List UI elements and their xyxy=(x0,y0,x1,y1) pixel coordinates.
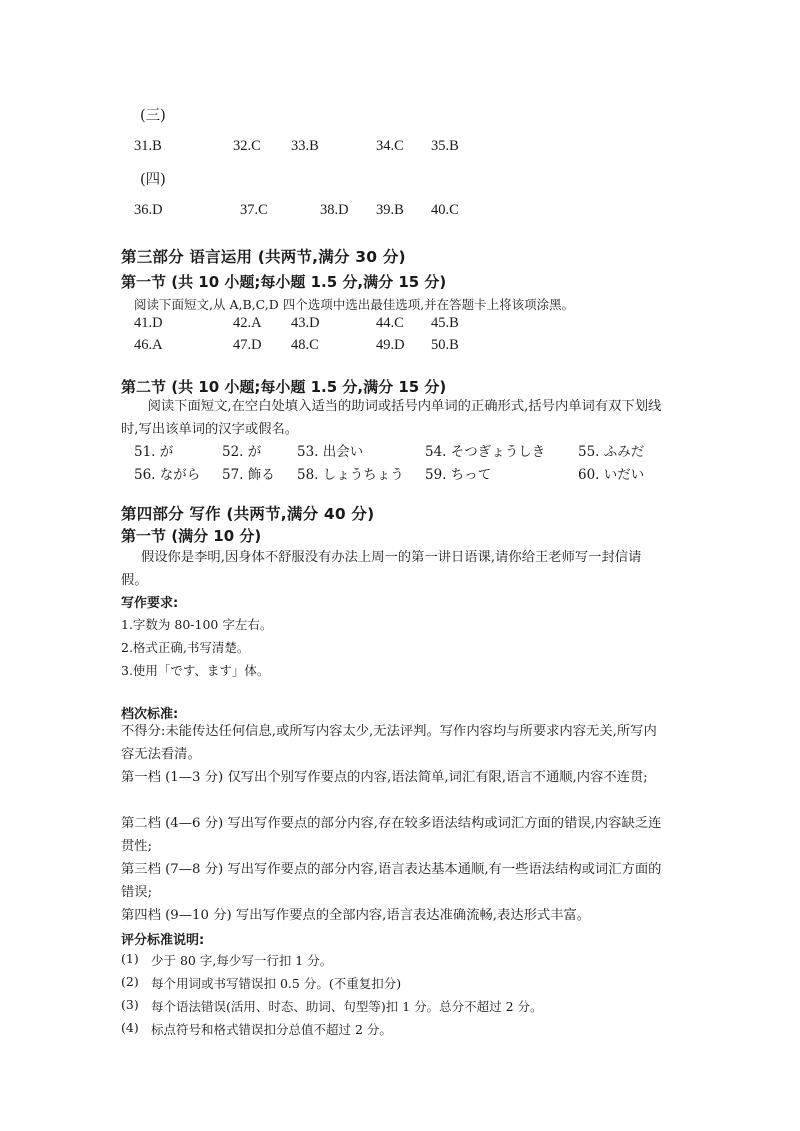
answer-60: 60. いだい xyxy=(578,467,645,483)
answer-45: 45.B xyxy=(431,315,459,331)
answer-34: 34.C xyxy=(376,138,404,154)
part3-section1-heading: 第一节 (共 10 小题;每小题 1.5 分,满分 15 分) xyxy=(121,273,447,291)
requirement-2: 2.格式正确,书写清楚。 xyxy=(121,640,250,655)
answer-46: 46.A xyxy=(134,337,163,353)
answer-40: 40.C xyxy=(431,202,459,218)
answer-56: 56. ながら xyxy=(134,467,201,483)
answer-32: 32.C xyxy=(233,138,261,154)
grading-level-2: 第二档 (4—6 分) 写出写作要点的部分内容,存在较多语法结构或词汇方面的错误,内容缺乏连贯性; xyxy=(121,816,662,854)
note-4-num: (4) xyxy=(121,1020,139,1035)
answer-54: 54. そつぎょうしき xyxy=(425,444,546,460)
answer-58: 58. しょうちょう xyxy=(297,467,404,483)
answer-48: 48.C xyxy=(291,337,319,353)
grading-level-3: 第三档 (7—8 分) 写出写作要点的部分内容,语言表达基本通顺,有一些语法结构或词汇方面的错误; xyxy=(121,862,662,900)
grading-level-1: 第一档 (1—3 分) 仅写出个别写作要点的内容,语法简单,词汇有限,语言不通顺,内容不连贯; xyxy=(121,770,648,785)
notes-title: 评分标准说明: xyxy=(121,933,205,948)
answer-49: 49.D xyxy=(376,337,405,353)
answer-57: 57. 飾る xyxy=(222,467,275,483)
answer-44: 44.C xyxy=(376,315,404,331)
note-3-text: 每个语法错误(活用、时态、助词、句型等)扣 1 分。总分不超过 2 分。 xyxy=(151,999,543,1014)
requirements-title: 写作要求: xyxy=(121,596,179,611)
writing-prompt: 假设你是李明,因身体不舒服没有办法上周一的第一讲日语课,请你给王老师写一封信请假。 xyxy=(121,550,642,588)
answer-31: 31.B xyxy=(134,138,162,154)
answer-59: 59. ちって xyxy=(425,467,492,483)
grading-level-4: 第四档 (9—10 分) 写出写作要点的全部内容,语言表达准确流畅,表达形式丰富。 xyxy=(121,908,591,923)
answer-39: 39.B xyxy=(376,202,404,218)
section-label-4: (四) xyxy=(140,172,166,188)
requirement-3: 3.使用「です、ます」体。 xyxy=(121,663,270,678)
note-2-num: (2) xyxy=(121,974,139,989)
answer-47: 47.D xyxy=(233,337,262,353)
part4-heading: 第四部分 写作 (共两节,满分 40 分) xyxy=(121,505,375,523)
answer-36: 36.D xyxy=(134,202,163,218)
part4-section1-heading: 第一节 (满分 10 分) xyxy=(121,527,262,545)
part3-section2-heading: 第二节 (共 10 小题;每小题 1.5 分,满分 15 分) xyxy=(121,378,447,396)
answer-42: 42.A xyxy=(233,315,262,331)
grading-level-0: 不得分:未能传达任何信息,或所写内容太少,无法评判。写作内容均与所要求内容无关,所写内容无法看清。 xyxy=(121,724,657,762)
grading-title: 档次标准: xyxy=(121,707,179,722)
answer-52: 52. が xyxy=(222,444,262,460)
answer-50: 50.B xyxy=(431,337,459,353)
answer-43: 43.D xyxy=(291,315,320,331)
answer-35: 35.B xyxy=(431,138,459,154)
part3-section1-instruction: 阅读下面短文,从 A,B,C,D 四个选项中选出最佳选项,并在答题卡上将该项涂黑。 xyxy=(134,297,575,312)
answer-41: 41.D xyxy=(134,315,163,331)
answer-53: 53. 出会い xyxy=(297,444,364,460)
answer-38: 38.D xyxy=(320,202,349,218)
answer-55: 55. ふみだ xyxy=(578,444,645,460)
part3-heading: 第三部分 语言运用 (共两节,满分 30 分) xyxy=(121,248,406,266)
note-1-text: 少于 80 字,每少写一行扣 1 分。 xyxy=(151,953,333,968)
note-4-text: 标点符号和格式错误扣分总值不超过 2 分。 xyxy=(151,1022,392,1037)
note-3-num: (3) xyxy=(121,997,139,1012)
answer-51: 51. が xyxy=(134,444,174,460)
requirement-1: 1.字数为 80-100 字左右。 xyxy=(121,617,273,632)
part3-section2-instruction: 阅读下面短文,在空白处填入适当的助词或括号内单词的正确形式,括号内单词有双下划线时,写出该单词的汉字或假名。 xyxy=(121,399,662,437)
answer-37: 37.C xyxy=(240,202,268,218)
section-label-3: (三) xyxy=(140,108,166,124)
note-2-text: 每个用词或书写错误扣 0.5 分。(不重复扣分) xyxy=(151,976,402,991)
answer-33: 33.B xyxy=(291,138,319,154)
note-1-num: (1) xyxy=(121,951,139,966)
